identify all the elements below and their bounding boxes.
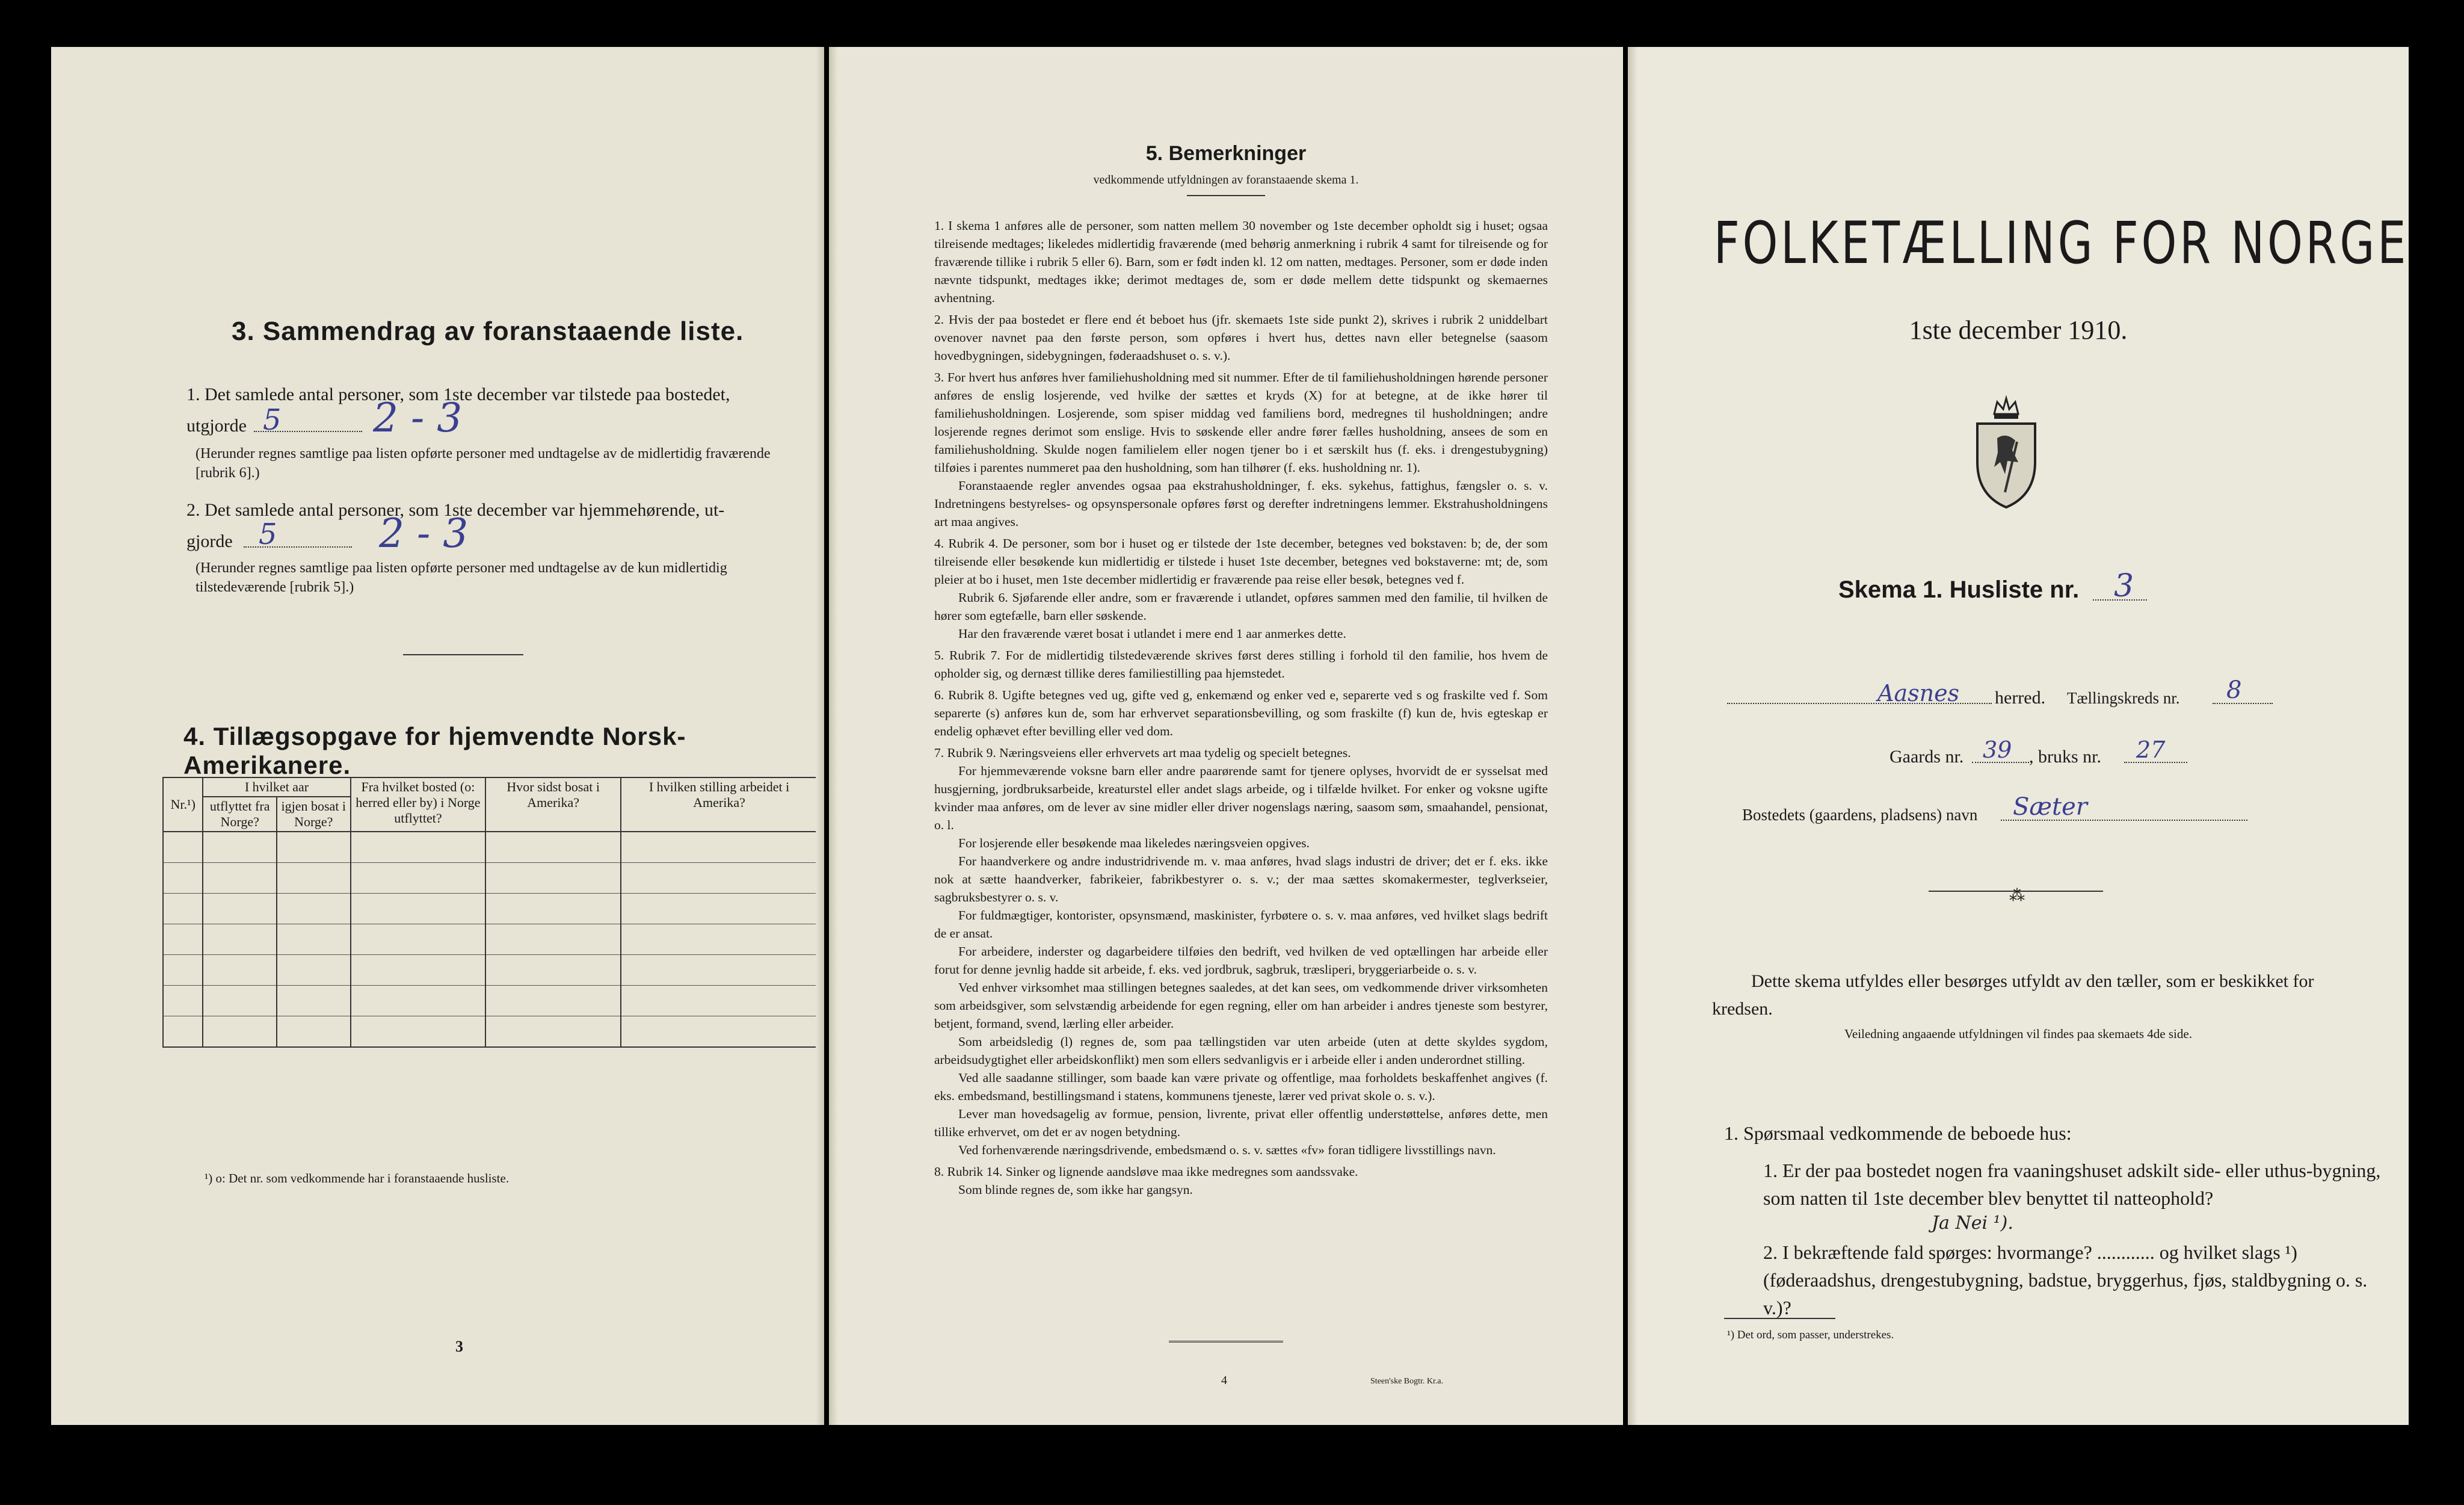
page-right-cover [1628,47,2409,1425]
remark-paragraph: 5. Rubrik 7. For de midlertidig tilstedeværende skrives først deres stilling i forhold til den familie, hos hvem de opholder sig, og dernæst tillike deres familiestilling paa hjemstedet. [934,648,1548,681]
page-left-summary [51,47,824,1425]
kreds-handwritten: 8 [2226,676,2242,704]
question-1-value: 5 [263,403,282,437]
remark-paragraph: For losjerende eller besøkende maa likeledes næringsveien opgives. [958,836,1310,850]
question-2-note: (Herunder regnes samtlige paa listen opførte personer med undtagelse av de kun midlertidig tilstedeværende [rubrik 5].) [196,560,727,595]
remark-paragraph: Ved forhenværende næringsdrivende, embedsmænd o. s. v. sættes «fv» foran tidligere livsstillings navn. [958,1143,1496,1157]
remark-paragraph: Ved enhver virksomhet maa stillingen betegnes saaledes, at det kan sees, om vedkommende driver virksomheten som arbeidsgiver, som selvstændig arbeidende for egen regning, eller om han arbeider i andres tjeneste som bestyrer, betjent, formand, svend, lærling eller arbeider. [934,980,1548,1031]
remark-paragraph: For haandverkere og andre industridrivende m. v. maa anføres, hvad slags industri de driver; det er f. eks. ikke nok at sætte haandverker, fabrikeier, fabrikbestyrer o. s. v.; der maa sættes skomakermester, teglverkseier, sagbruksbestyrer o. s. v. [934,854,1548,904]
norsk-amerikanere-table [162,777,818,1048]
remarks-body [934,213,1548,1199]
page-fold-shadow [829,47,837,1425]
bosted-label: Bostedets (gaardens, pladsens) navn [1742,806,1978,824]
house-question-1: 1. Er der paa bostedet nogen fra vaaningshuset adskilt side- eller uthus-bygning, som natten til 1ste december blev benyttet til natteophold? [1763,1160,2381,1209]
remark-paragraph: 3. For hvert hus anføres hver familiehusholdning med sit nummer. Efter de til familiehusholdningen hørende personer anføres de enslig losjerende, ved hvilke der sættes et kryds (X) for at betegne, at de ikke hører til familiehusholdningen. Losjerende, som spiser middag ved familiens bord, medregnes til husholdningen; andre losjerende regnes derimot som enslige. Hvis to søskende eller andre fører fælles husholdning, ansees de som en familiehusholdning. Skulde nogen familielem eller nogen tjener bo i et særskilt hus (f. eks. i drengestubygning) tilføies i parentes nummeret paa den husholdning, som han tilhører (f. eks. husholdning nr. 1). [934,370,1548,475]
remark-paragraph: Rubrik 6. Sjøfarende eller andre, som er fraværende i utlandet, opføres sammen med den familie, til hvilken de hører som egtefælle, barn eller søskende. [934,590,1548,623]
census-title: FOLKETÆLLING FOR NORGE [1713,209,2409,277]
col-group-year: I hvilket aar [203,777,350,797]
remark-paragraph: 4. Rubrik 4. De personer, som bor i huset og er tilstede der 1ste december, betegnes ved bokstaven: b; de, der som tilreisende eller besøkende kun midlertidig er tilstede i huset 1ste december, betegnes ved bokstaverne: mt; de, som pleier at bo i huset, men 1ste december midlertidig er fraværende paa reise eller besøk, betegnes ved f. [934,536,1548,587]
remark-paragraph: Ved alle saadanne stillinger, som baade kan være private og offentlige, maa forholdets beskaffenhet angives (f. eks. embedsmand, bestillingsmand i statens, kommunens tjeneste, lærer ved privat skole o. s. v.). [934,1071,1548,1103]
bruks-label: , bruks nr. [2029,747,2101,767]
bosted-handwritten: Sæter [2013,793,2087,821]
remark-paragraph: 6. Rubrik 8. Ugifte betegnes ved ug, gifte ved g, enkemænd og enker ved e, separerte ved s og fraskilte ved f. Som separerte (s) anføres kun de, som har erhvervet separationsbevilling, og som fraskilte (f) kun de, hvis egteskap er endelig ophævet efter bevilling eller ved dom. [934,688,1548,738]
col-amerika: Hvor sidst bosat i Amerika? [485,777,621,832]
question-1-note: (Herunder regnes samtlige paa listen opførte personer med undtagelse av de midlertidig fraværende [rubrik 6].) [196,446,771,481]
gaards-label: Gaards nr. [1890,747,1964,767]
title-rule [1187,195,1265,196]
kreds-fill-line [2213,703,2273,704]
section-4-title: 4. Tillægsopgave for hjemvendte Norsk-Amerikanere. [183,722,686,779]
col-stilling: I hvilken stilling arbeidet i Amerika? [621,777,818,832]
kreds-label: Tællingskreds nr. [2067,689,2180,707]
table-row [163,1016,818,1048]
end-rule [1169,1341,1283,1343]
census-title-wrap [1628,209,2409,277]
page-number: 4 [1221,1374,1227,1387]
question-2-value: 5 [259,518,277,551]
remark-paragraph: Har den fraværende været bosat i utlandet i mere end 1 aar anmerkes dette. [958,626,1346,641]
page-fold-shadow [1628,47,1636,1425]
question-1-utgjorde: utgjorde [186,416,247,436]
col-bosted: Fra hvilket bosted (o: herred eller by) i Norge utflyttet? [351,777,486,832]
remark-paragraph: Som blinde regnes de, som ikke har gangsyn. [958,1182,1193,1197]
question-2-gjorde: gjorde [186,531,233,551]
question-1-text: 1. Det samlede antal personer, som 1ste december var tilstede paa bostedet, [186,385,730,404]
house-question-2: 2. I bekræftende fald spørges: hvormange? ............ og hvilket slags ¹) (føderaadshus, drengestubygning, badstue, bryggerhus, fjøs, staldbygning o. s. v.)? [1763,1241,2368,1318]
footnote: ¹) Det ord, som passer, understrekes. [1727,1329,1894,1341]
remark-paragraph: 2. Hvis der paa bostedet er flere end ét beboet hus (jfr. skemaets 1ste side punkt 2), skrives i rubrik 2 uniddelbart ovenover navnet paa den første person, som opføres i hvert hus, dettes navn eller betegnelse (saasom hovedbygningen, sidebygningen, føderaadshuset o. s. v.). [934,312,1548,363]
page-number: 3 [455,1338,463,1355]
house-question-1-answer: Ja Nei ¹). [1932,1213,2013,1234]
remarks-subtitle: vedkommende utfyldningen av foranstaaende skema 1. [1093,173,1359,187]
remark-paragraph: Foranstaaende regler anvendes ogsaa paa ekstrahusholdninger, f. eks. sykehus, fattighus, fængsler o. s. v. Indretningens bestyrelses- og opsynspersonale opføres først og derefter indretningens lemmer. Ekstrahusholdningens art maa angives. [934,478,1548,529]
table-row [163,863,818,894]
table-row [163,894,818,924]
footnote-rule [1724,1318,1835,1319]
section-3-title: 3. Sammendrag av foranstaaende liste. [232,317,744,346]
remarks-title: 5. Bemerkninger [1145,142,1307,165]
remark-paragraph: For hjemmeværende voksne barn eller andre paarørende samt for tjenere oplyses, hvorvidt de er sysselsat med husgjerning, jordbruksarbeide, kreaturstel eller andet slags arbeide, og i tilfælde hvilket. For enker og voksne ugifte kvinder maa anføres, om de lever av sine midler eller driver nogenslags næring, saasom søm, smaahandel, pensionat, o. l. [934,764,1548,832]
remark-paragraph: For fuldmægtiger, kontorister, opsynsmænd, maskinister, fyrbøtere o. s. v. maa anføres, ved hvilket slags bedrift de er ansat. [934,908,1548,941]
remark-paragraph: 8. Rubrik 14. Sinker og lignende aandsløve maa ikke medregnes som aandssvake. [934,1164,1358,1179]
printer-imprint: Steen'ske Bogtr. Kr.a. [1370,1377,1444,1386]
skema-handwritten: 3 [2114,568,2134,604]
col-bosat: igjen bosat i Norge? [277,797,351,832]
ornament-icon: ⁂ [2009,887,2025,904]
table-footnote: ¹) o: Det nr. som vedkommende har i foranstaaende husliste. [205,1171,510,1185]
skema-label: Skema 1. Husliste nr. [1838,576,2080,603]
table-row [163,955,818,986]
remark-paragraph: For arbeidere, inderster og dagarbeidere tilføies den bedrift, ved hvilken de ved optællingen har arbeide eller forut for denne jevnlig hadde sit arbeide, f. eks. ved jordbruk, sagbruk, træsliperi, bryggeriarbeide o. s. v. [934,944,1548,977]
remark-paragraph: 1. I skema 1 anføres alle de personer, som natten mellem 30 november og 1ste december opholdt sig i huset; ogsaa tilreisende medtages; likeledes midlertidig fraværende (med behørig anmerkning i rubrik 4 samt for tilreisende og for fraværende tillike i rubrik 5 eller 6). Barn, som er født inden kl. 12 om natten, medtages. Personer, som er døde inden nævnte tidspunkt, medtages ikke; derimot medtages de, som er døde mellem dette tidspunkt og skemaernes avhentning. [934,218,1548,305]
page-fold-shadow [816,47,824,1425]
census-date: 1ste december 1910. [1909,315,2128,345]
herred-label: herred. [1995,688,2046,708]
questions-heading: 1. Spørsmaal vedkommende de beboede hus: [1724,1122,2072,1144]
herred-handwritten: Aasnes [1877,680,1960,706]
remark-paragraph: Lever man hovedsagelig av formue, pension, livrente, privat eller offentlig understøttelse, anføres dette, men tillike erhvervet, om det er av nogen betydning. [934,1107,1548,1139]
intro-guidance: Veiledning angaaende utfyldningen vil findes paa skemaets 4de side. [1844,1027,2192,1041]
remark-paragraph: 7. Rubrik 9. Næringsveiens eller erhvervets art maa tydelig og specielt betegnes. [934,746,1351,760]
question-1-handwritten: 2 - 3 [373,395,463,441]
table-row [163,832,818,863]
col-utflyttet: utflyttet fra Norge? [203,797,277,832]
question-2-handwritten: 2 - 3 [379,510,469,557]
bruks-handwritten: 27 [2136,737,2166,763]
question-2-text: 2. Det samlede antal personer, som 1ste december var hjemmehørende, ut- [186,500,725,520]
table-row [163,924,818,955]
remark-paragraph: Som arbeidsledig (l) regnes de, som paa tællingstiden var uten arbeide (uten at dette skyldes sygdom, arbeidsudygtighet eller arbeidskonflikt) men som ellers sedvanligvis er i arbeide eller i anden underordnet stilling. [934,1034,1548,1067]
table-row [163,986,818,1016]
page-middle-remarks [829,47,1623,1425]
coat-of-arms-icon [1970,390,2042,510]
gaards-handwritten: 39 [1983,737,2012,763]
divider [403,654,523,655]
col-nr: Nr.¹) [163,777,203,832]
intro-text: Dette skema utfyldes eller besørges utfyldt av den tæller, som er beskikket for kredsen. [1712,971,2314,1019]
